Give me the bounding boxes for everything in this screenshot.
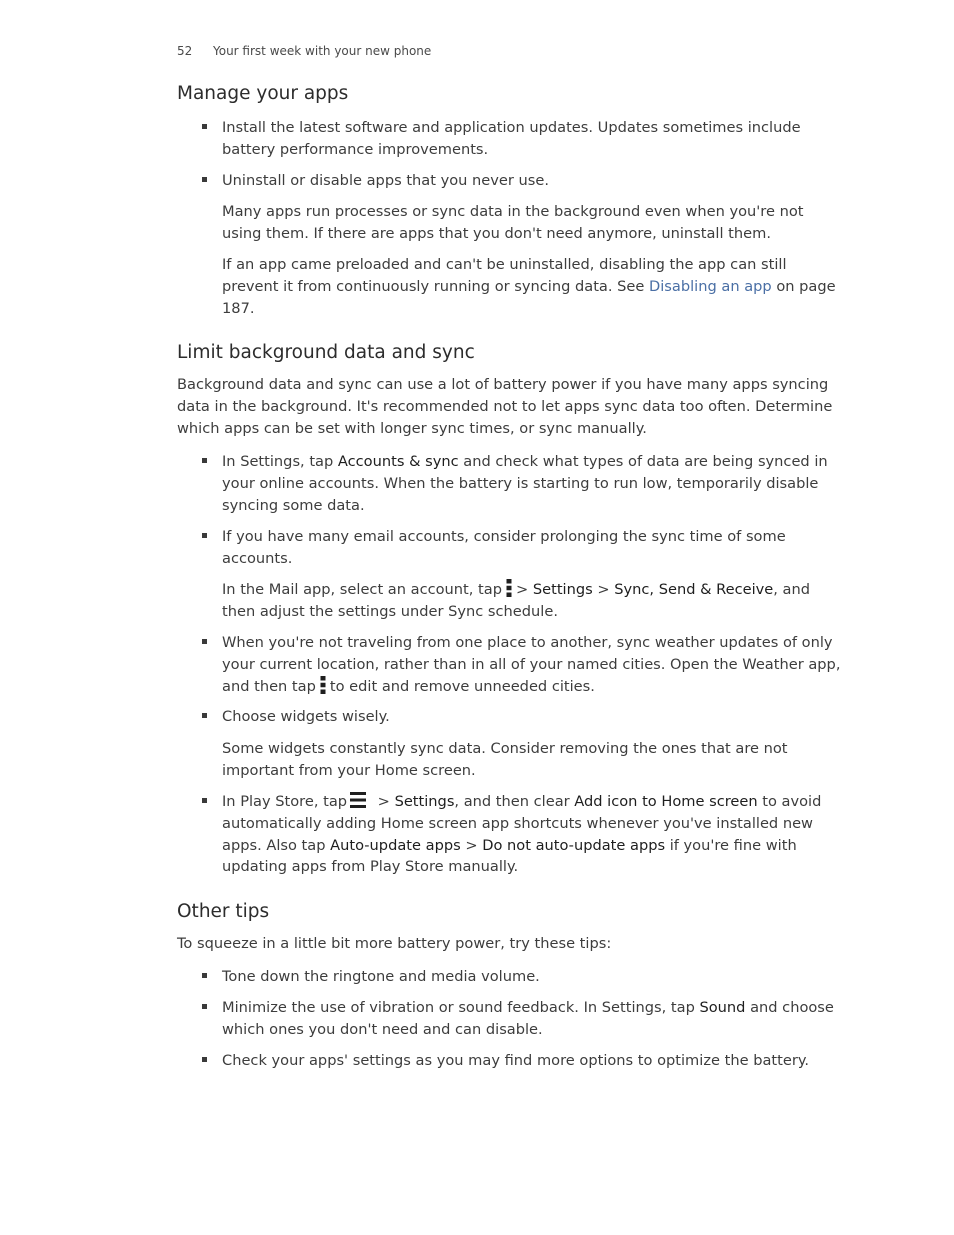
text-span: If an app came preloaded and can't be uninstalled, disabling the app can still prevent it from continuously running or syncing data. See: [222, 256, 787, 295]
bullet-marker: [202, 639, 207, 644]
paragraph-sync-intro: Background data and sync can use a lot of battery power if you have many apps syncing data in the background. It's recommended not to let apps sync data too often. Determine which apps can be set with longer sync times, or sync manually.: [177, 376, 833, 437]
ui-term-settings: Settings: [532, 581, 593, 598]
bullet-marker: [202, 798, 207, 803]
bullet-marker: [202, 533, 207, 538]
bullet-marker: [202, 458, 207, 463]
bullet-choose-widgets: Choose widgets wisely.: [222, 708, 390, 725]
bullet-email-accounts: If you have many email accounts, consider prolonging the sync time of some accounts.: [222, 528, 786, 567]
bullet-accounts-sync: [222, 451, 847, 516]
bullet-app-settings: Check your apps' settings as you may find more options to optimize the battery.: [222, 1052, 810, 1069]
ui-term-do-not-auto-update: Do not auto-update apps: [482, 836, 666, 854]
hamburger-menu-icon: [349, 791, 367, 809]
bullet-marker: [202, 1004, 207, 1009]
text-span: >: [516, 581, 533, 598]
bullet-play-store: [222, 791, 847, 878]
section-heading-other-tips: Other tips: [177, 901, 270, 922]
more-vertical-icon: [320, 676, 326, 694]
text-span: , and then clear: [454, 793, 575, 810]
more-vertical-icon: [506, 579, 512, 597]
text-span: and check what types of data are being synced in your online accounts. When the battery is starting to run low, temporarily disable syncing some data.: [222, 453, 828, 514]
bullet-ringtone-volume: Tone down the ringtone and media volume.: [222, 968, 540, 985]
bullet-marker: [202, 177, 207, 182]
text-span: In Play Store, tap: [222, 793, 348, 810]
text-span: >: [460, 836, 483, 854]
paragraph-preloaded-apps: [222, 254, 847, 319]
link-disabling-an-app[interactable]: Disabling an app: [649, 277, 772, 295]
paragraph-mail-app-settings: [222, 579, 847, 623]
text-span: to avoid automatically adding Home screen app shortcuts whenever you've installed new apps. Also tap: [222, 793, 822, 854]
text-span: to edit and remove unneeded cities.: [329, 677, 595, 695]
text-span: on page 187.: [222, 277, 836, 317]
paragraph-background-processes: Many apps run processes or sync data in the background even when you're not using them. If there are apps that you don't need anymore, uninstall them.: [222, 203, 804, 242]
bullet-weather-updates: [222, 632, 847, 697]
section-heading-limit-sync: Limit background data and sync: [177, 342, 475, 363]
ui-term-auto-update-apps: Auto-update apps: [330, 836, 461, 854]
bullet-marker: [202, 713, 207, 718]
text-span: In the Mail app, select an account, tap: [222, 581, 502, 598]
text-span: >: [373, 793, 395, 810]
paragraph-other-tips-intro: To squeeze in a little bit more battery power, try these tips:: [177, 935, 612, 952]
text-span: , and then adjust the settings under Sync schedule.: [222, 581, 810, 620]
bullet-uninstall-apps: Uninstall or disable apps that you never use.: [222, 172, 550, 189]
ui-term-accounts-sync: Accounts & sync: [337, 453, 459, 470]
text-span: In Settings, tap: [222, 453, 338, 470]
page-number: 52: [177, 44, 193, 58]
ui-term-sound: Sound: [699, 999, 746, 1016]
bullet-install-updates: Install the latest software and application updates. Updates sometimes include battery performance improvements.: [222, 119, 801, 158]
bullet-marker: [202, 1057, 207, 1062]
running-header: [177, 44, 431, 58]
text-span: and choose which ones you don't need and can disable.: [222, 999, 834, 1038]
bullet-marker: [202, 124, 207, 129]
text-span: When you're not traveling from one place to another, sync weather updates of only your current location, rather than in all of your named cities. Open the Weather app, and then tap: [222, 634, 841, 695]
paragraph-widgets-sync: Some widgets constantly sync data. Consider removing the ones that are not important from your Home screen.: [222, 740, 788, 779]
ui-term-sync-send-receive: Sync, Send & Receive: [614, 581, 774, 598]
text-span: >: [592, 581, 615, 598]
chapter-title: Your first week with your new phone: [213, 44, 432, 58]
section-heading-manage-apps: Manage your apps: [177, 83, 349, 104]
ui-term-add-icon-home: Add icon to Home screen: [574, 793, 758, 810]
ui-term-settings: Settings: [394, 793, 455, 810]
text-span: Minimize the use of vibration or sound feedback. In Settings, tap: [222, 999, 700, 1016]
bullet-vibration-sound: [222, 997, 847, 1041]
text-span: if you're fine with updating apps from Play Store manually.: [222, 836, 797, 876]
bullet-marker: [202, 973, 207, 978]
